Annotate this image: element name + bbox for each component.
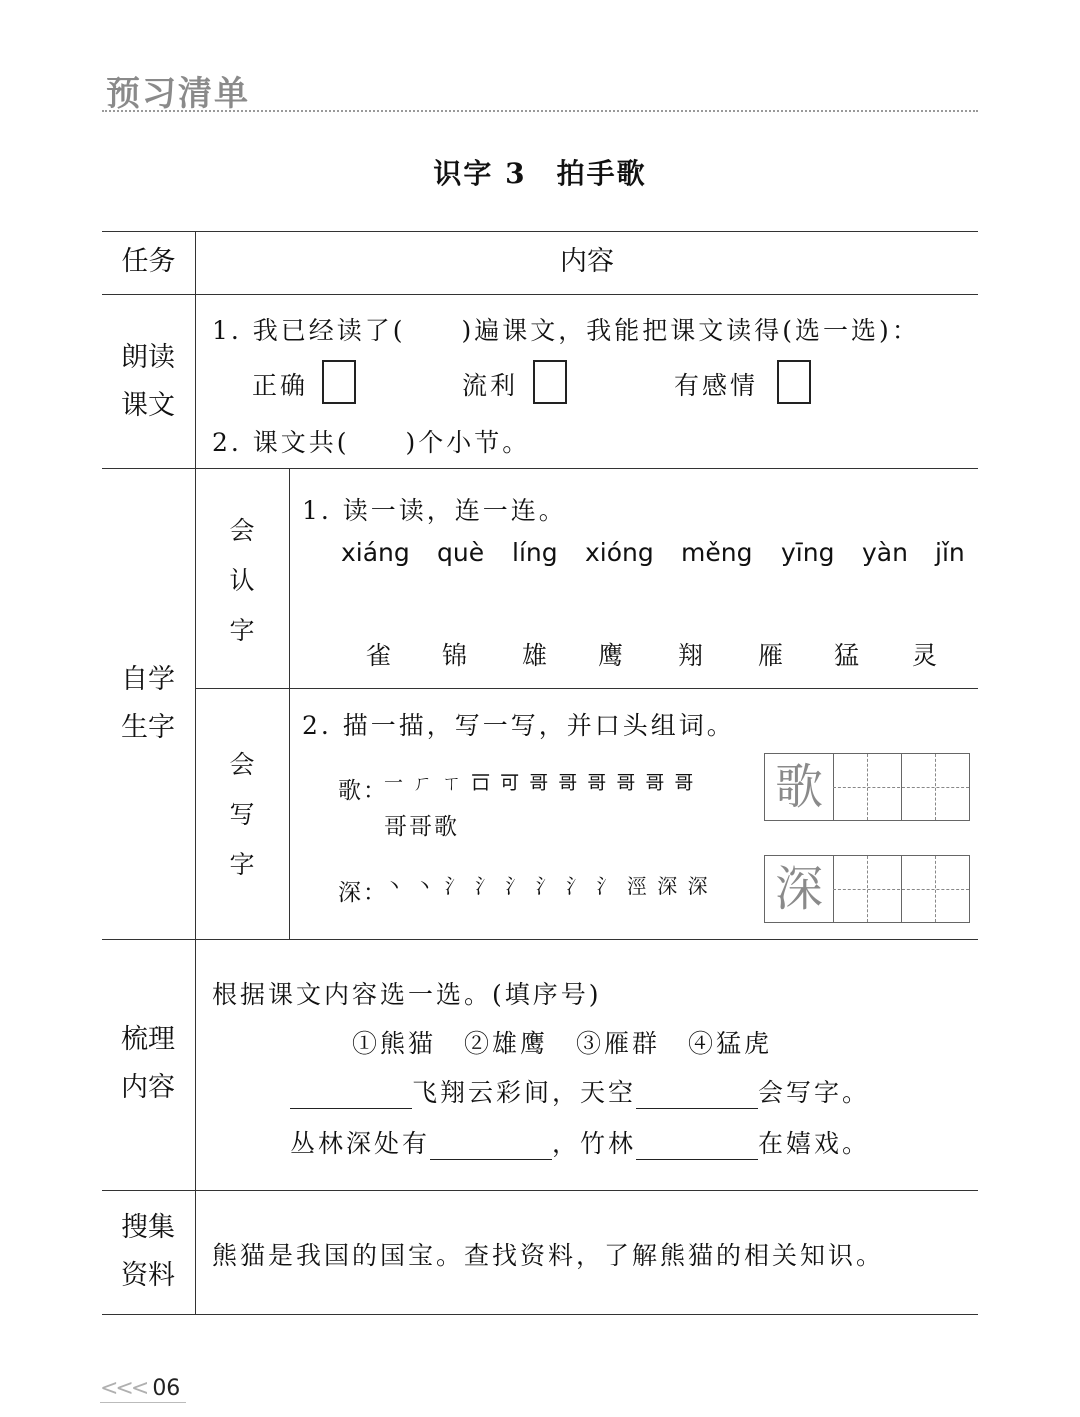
hanzi-item: 雀 (366, 641, 392, 670)
fill-line-1: 飞翔云彩间，天空 会写字。 (290, 1073, 870, 1109)
task-label-sort: 梳理内容 (121, 1024, 175, 1103)
hanzi-item: 灵 (912, 641, 938, 670)
table-col-divider (195, 231, 196, 1314)
hanzi-item: 雄 (522, 641, 548, 670)
table-row-divider (102, 294, 978, 295)
stroke-order-ge: 一 ㄏ ㄒ 𠮛 可 哥 哥 哥 哥 哥 哥 (384, 772, 696, 794)
option-label-emotion: 有感情 (674, 371, 759, 400)
hanzi-item: 锦 (442, 641, 468, 670)
pinyin-item: xióng (585, 538, 654, 567)
footer-arrows: <<< (100, 1376, 147, 1401)
hanzi-item: 翔 (678, 641, 704, 670)
header-divider (102, 110, 978, 112)
pinyin-item: měng (681, 538, 753, 567)
table-subcol-divider (289, 468, 290, 939)
sublabel-write: 会写字 (229, 750, 255, 879)
table-row-divider (102, 1190, 978, 1191)
table-bottom-border (102, 1314, 978, 1315)
page-number: 06 (152, 1376, 181, 1401)
pinyin-item: jǐn (935, 538, 965, 567)
task-label-collect: 搜集资料 (121, 1212, 175, 1291)
checkbox-fluent[interactable] (533, 360, 567, 404)
hanzi-item: 猛 (834, 641, 860, 670)
column-header-task: 任务 (121, 246, 176, 277)
table-top-border (102, 231, 978, 232)
checkbox-correct[interactable] (322, 360, 356, 404)
stroke-order-shen: 丶 丶 氵 氵 氵 氵 氵 氵 涇 深 深 (384, 874, 710, 898)
fill-line-2: 丛林深处有 ，竹林 在嬉戏。 (290, 1129, 871, 1158)
hanzi-item: 雁 (758, 641, 784, 670)
hanzi-item: 鹰 (598, 641, 624, 670)
reading-item-2: 2. 课文共( )个小节。 (212, 428, 531, 457)
page-header: 预习清单 (106, 74, 250, 114)
option-label-fluent: 流利 (462, 371, 519, 400)
writing-grid-shen[interactable] (764, 855, 970, 923)
pinyin-item: yàn (862, 538, 908, 567)
pinyin-item: xiáng (341, 538, 410, 567)
option-label-correct: 正确 (252, 371, 309, 400)
pinyin-item: què (437, 538, 485, 567)
write-task: 2. 描一描，写一写，并口头组词。 (302, 711, 735, 740)
recognize-task: 1. 读一读，连一连。 (302, 496, 567, 525)
sublabel-recognize: 会认字 (229, 516, 255, 645)
pinyin-item: líng (512, 538, 558, 567)
reading-item-1: 1. 我已经读了( )遍课文，我能把课文读得(选一选)： (212, 316, 920, 345)
footer-rule (100, 1402, 186, 1403)
checkbox-emotion[interactable] (777, 360, 811, 404)
char-label-ge: 歌： (338, 778, 388, 804)
column-header-content: 内容 (560, 246, 614, 277)
sort-options: ①熊猫 ②雄鹰 ③雁群 ④猛虎 (352, 1029, 773, 1058)
writing-grid-ge[interactable] (764, 753, 970, 821)
stroke-order-ge-line2: 哥哥歌 (384, 814, 459, 840)
answer-blank[interactable] (290, 1082, 412, 1109)
task-label-self-study: 自学生字 (121, 664, 175, 743)
answer-blank[interactable] (430, 1133, 552, 1160)
model-char-shen: 深 (774, 861, 823, 917)
table-subrow-divider (196, 688, 978, 689)
pinyin-item: yīng (781, 538, 835, 567)
model-char-ge: 歌 (774, 759, 823, 815)
collect-text: 熊猫是我国的国宝。查找资料，了解熊猫的相关知识。 (212, 1241, 885, 1270)
task-label-reading: 朗读课文 (121, 342, 175, 421)
table-row-divider (102, 468, 978, 469)
char-label-shen: 深： (338, 880, 388, 906)
answer-blank[interactable] (636, 1082, 758, 1109)
page-footer (100, 1376, 180, 1401)
lesson-title: 识字 3 拍手歌 (433, 157, 647, 190)
table-row-divider (102, 939, 978, 940)
answer-blank[interactable] (636, 1133, 758, 1160)
sort-instruction: 根据课文内容选一选。(填序号) (212, 980, 602, 1009)
